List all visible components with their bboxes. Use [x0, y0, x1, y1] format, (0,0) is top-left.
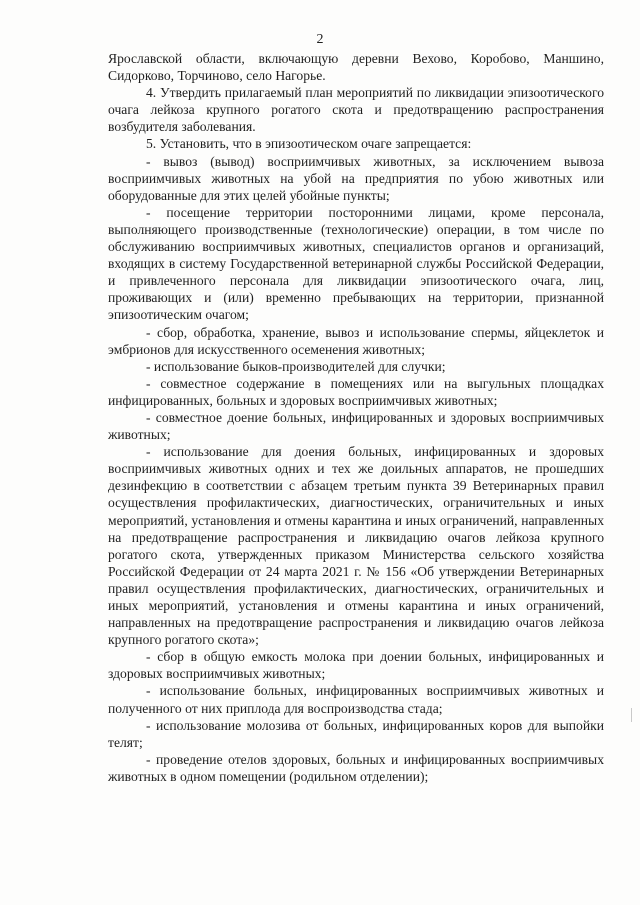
prohibition-item: - использование больных, инфицированных восприимчивых животных и полученного от них приплода для воспроизводства стада;: [108, 683, 604, 716]
prohibition-item: - сбор в общую емкость молока при доении больных, инфицированных и здоровых восприимчивых животных;: [108, 649, 604, 682]
paragraph-item-5: 5. Установить, что в эпизоотическом очаге запрещается:: [146, 136, 472, 152]
prohibition-item: - использование быков-производителей для случки;: [146, 358, 446, 374]
prohibition-item: - использование молозива от больных, инфицированных коров для выпойки телят;: [108, 717, 604, 750]
prohibition-item: - посещение территории посторонними лицами, кроме персонала, выполняющего производственные (технологические) операции, в том числе по обслуживанию восприимчивых животных, специалистов органов и организаций, входящих в систему Государственной ветеринарной службы Российской Федерации, и привлеченного персонала для ликвидации эпизоотического очага, лиц, проживающих и (или) временно пребывающих на территории, признанной эпизоотическим очагом;: [108, 204, 604, 323]
document-body: [108, 50, 604, 785]
prohibition-item: - проведение отелов здоровых, больных и инфицированных восприимчивых животных в одном помещении (родильном отделении);: [108, 751, 604, 784]
prohibition-item: - совместное содержание в помещениях или на выгульных площадках инфицированных, больных и здоровых восприимчивых животных;: [108, 375, 604, 408]
prohibition-item: - сбор, обработка, хранение, вывоз и использование спермы, яйцеклеток и эмбрионов для искусственного осеменения животных;: [108, 324, 604, 357]
page-number: 2: [316, 32, 324, 47]
prohibition-item: - совместное доение больных, инфицированных и здоровых восприимчивых животных;: [108, 409, 604, 443]
paragraph-region-continuation: Ярославской области, включающую деревни Вехово, Коробово, Маншино, Сидорково, Торчиново, село Нагорье.: [108, 51, 604, 84]
scan-edge-mark: [631, 708, 632, 722]
prohibition-item: - вывоз (вывод) восприимчивых животных, за исключением вывоза восприимчивых животных на убой на предприятия по убою животных или оборудованные для этих целей убойные пункты;: [108, 153, 604, 203]
paragraph-item-4: 4. Утвердить прилагаемый план мероприятий по ликвидации эпизоотического очага лейкоза крупного рогатого скота и предотвращению распространения возбудителя заболевания.: [108, 85, 604, 135]
prohibition-item: - использование для доения больных, инфицированных и здоровых восприимчивых животных одних и тех же доильных аппаратов, не прошедших дезинфекцию в соответствии с абзацем третьим пункта 39 Ветеринарных правил осуществления профилактических, диагностических, ограничительных и иных мероприятий, установления и отмены карантина и иных ограничений, направленных на предотвращение распространения и ликвидацию очагов лейкоза крупного рогатого скота, утвержденных приказом Министерства сельского хозяйства Российской Федерации от 24 марта 2021 г. № 156 «Об утверждении Ветеринарных правил осуществления профилактических, диагностических, ограничительных и иных мероприятий, установления и отмены карантина и иных ограничений, направленных на предотвращение распространения и ликвидацию очагов лейкоза крупного рогатого скота»;: [108, 444, 604, 648]
